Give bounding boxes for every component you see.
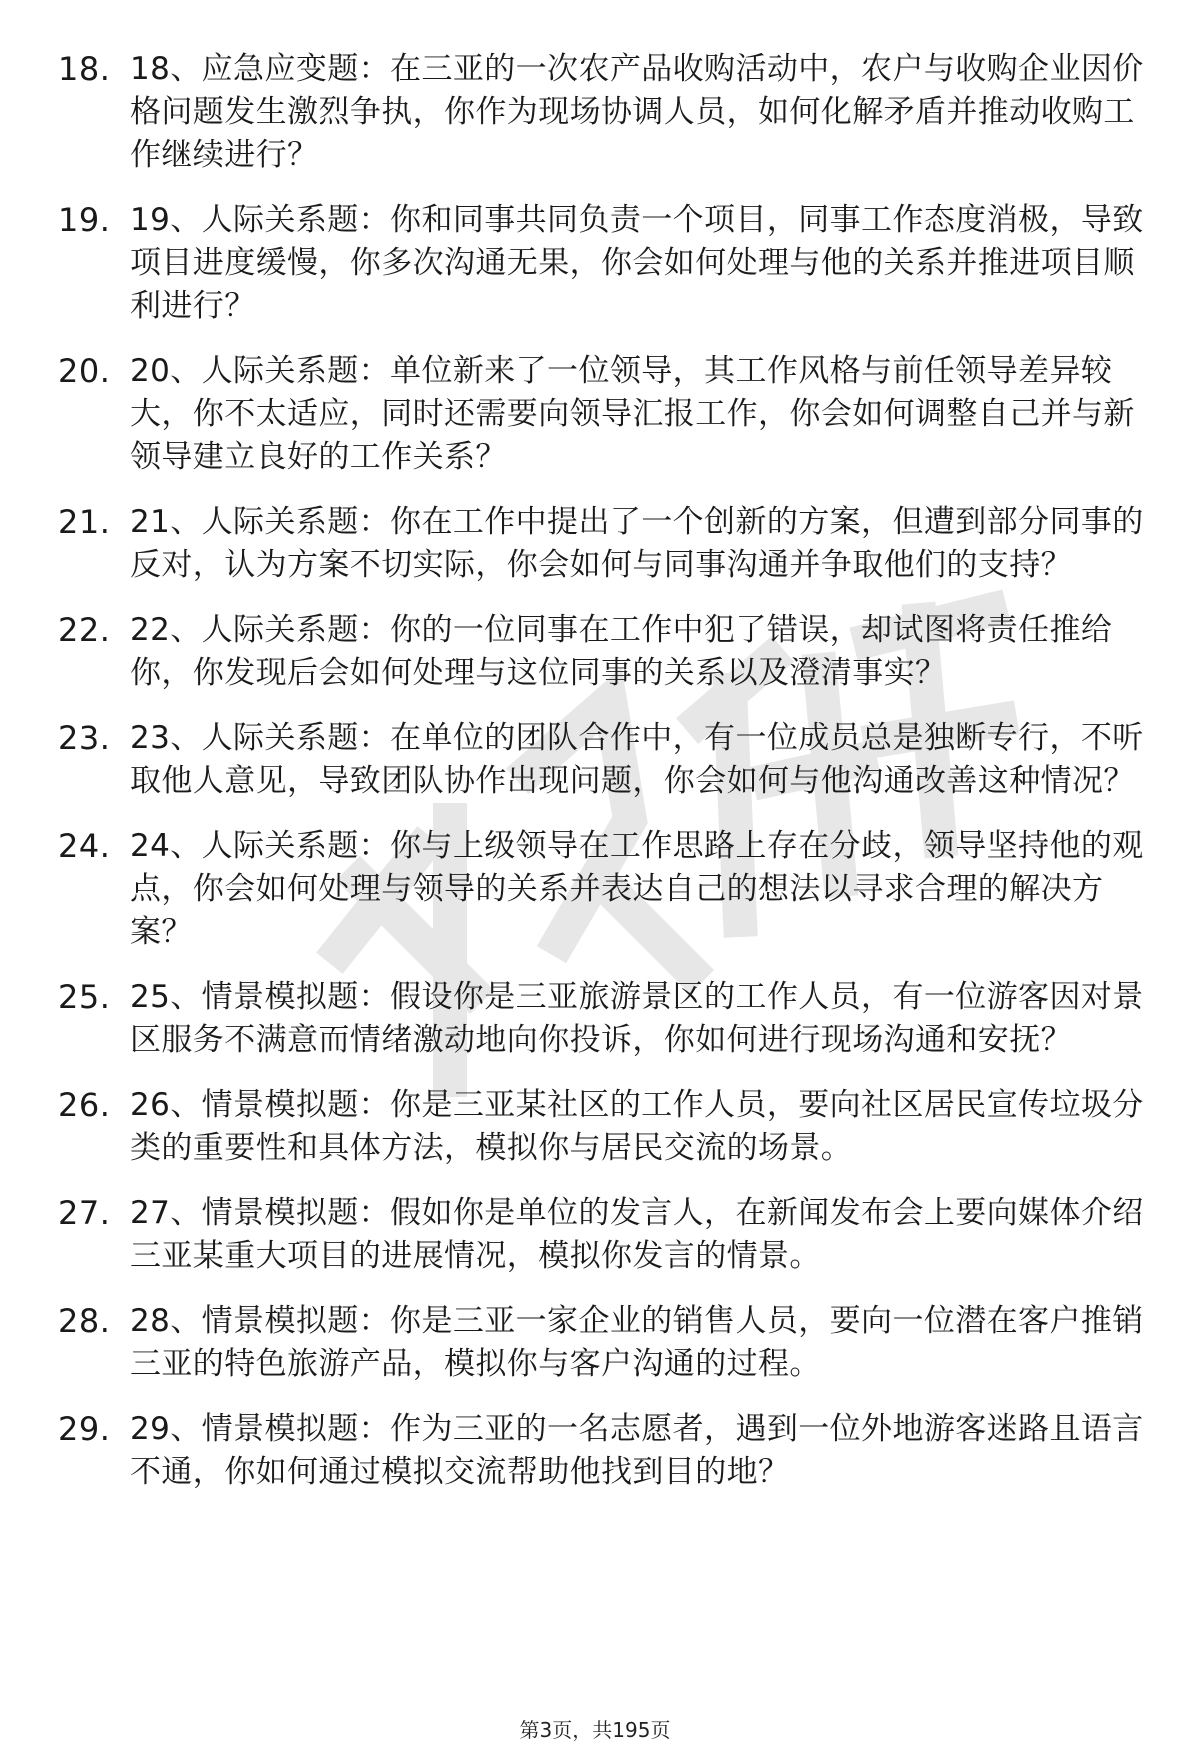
question-number: 22. [58, 611, 111, 649]
question-item [58, 350, 1158, 479]
question-number: 24. [58, 827, 111, 865]
question-text: 21、人际关系题：你在工作中提出了一个创新的方案，但遭到部分同事的反对，认为方案不切实际，你会如何与同事沟通并争取他们的支持？ [130, 504, 1144, 583]
question-text: 22、人际关系题：你的一位同事在工作中犯了错误，却试图将责任推给你，你发现后会如何处理与这位同事的关系以及澄清事实？ [130, 612, 1113, 691]
question-item [58, 501, 1158, 587]
question-item [58, 1408, 1158, 1494]
question-number: 28. [58, 1302, 111, 1340]
question-text: 27、情景模拟题：假如你是单位的发言人，在新闻发布会上要向媒体介绍三亚某重大项目的进展情况，模拟你发言的情景。 [130, 1195, 1144, 1274]
question-number: 26. [58, 1086, 111, 1124]
page-number-label: 第3页，共195页 [519, 1718, 671, 1742]
question-number: 21. [58, 503, 111, 541]
question-list [58, 48, 1158, 1516]
question-number: 25. [58, 978, 111, 1016]
question-item [58, 717, 1158, 803]
question-item [58, 825, 1158, 954]
question-number: 19. [58, 201, 111, 239]
question-text: 28、情景模拟题：你是三亚一家企业的销售人员，要向一位潜在客户推销三亚的特色旅游产品，模拟你与客户沟通的过程。 [130, 1303, 1144, 1382]
question-item [58, 199, 1158, 328]
question-number: 20. [58, 352, 111, 390]
question-text: 23、人际关系题：在单位的团队合作中，有一位成员总是独断专行，不听取他人意见，导致团队协作出现问题，你会如何与他沟通改善这种情况？ [130, 720, 1144, 799]
question-text: 24、人际关系题：你与上级领导在工作思路上存在分歧，领导坚持他的观点，你会如何处理与领导的关系并表达自己的想法以寻求合理的解决方案？ [130, 828, 1144, 950]
question-text: 29、情景模拟题：作为三亚的一名志愿者，遇到一位外地游客迷路且语言不通，你如何通过模拟交流帮助他找到目的地？ [130, 1411, 1144, 1490]
question-text: 25、情景模拟题：假设你是三亚旅游景区的工作人员，有一位游客因对景区服务不满意而情绪激动地向你投诉，你如何进行现场沟通和安抚？ [130, 979, 1144, 1058]
question-item [58, 1300, 1158, 1386]
question-number: 27. [58, 1194, 111, 1232]
question-text: 20、人际关系题：单位新来了一位领导，其工作风格与前任领导差异较大，你不太适应，同时还需要向领导汇报工作，你会如何调整自己并与新领导建立良好的工作关系？ [130, 353, 1135, 475]
question-number: 29. [58, 1410, 111, 1448]
page-footer [0, 1718, 1190, 1742]
question-item [58, 609, 1158, 695]
question-item [58, 1192, 1158, 1278]
question-text: 26、情景模拟题：你是三亚某社区的工作人员，要向社区居民宣传垃圾分类的重要性和具体方法，模拟你与居民交流的场景。 [130, 1087, 1144, 1166]
question-text: 18、应急应变题：在三亚的一次农产品收购活动中，农户与收购企业因价格问题发生激烈争执，你作为现场协调人员，如何化解矛盾并推动收购工作继续进行？ [130, 51, 1144, 173]
question-number: 23. [58, 719, 111, 757]
question-item [58, 48, 1158, 177]
question-number: 18. [58, 50, 111, 88]
question-item [58, 976, 1158, 1062]
question-item [58, 1084, 1158, 1170]
question-text: 19、人际关系题：你和同事共同负责一个项目，同事工作态度消极，导致项目进度缓慢，你多次沟通无果，你会如何处理与他的关系并推进项目顺利进行？ [130, 202, 1144, 324]
